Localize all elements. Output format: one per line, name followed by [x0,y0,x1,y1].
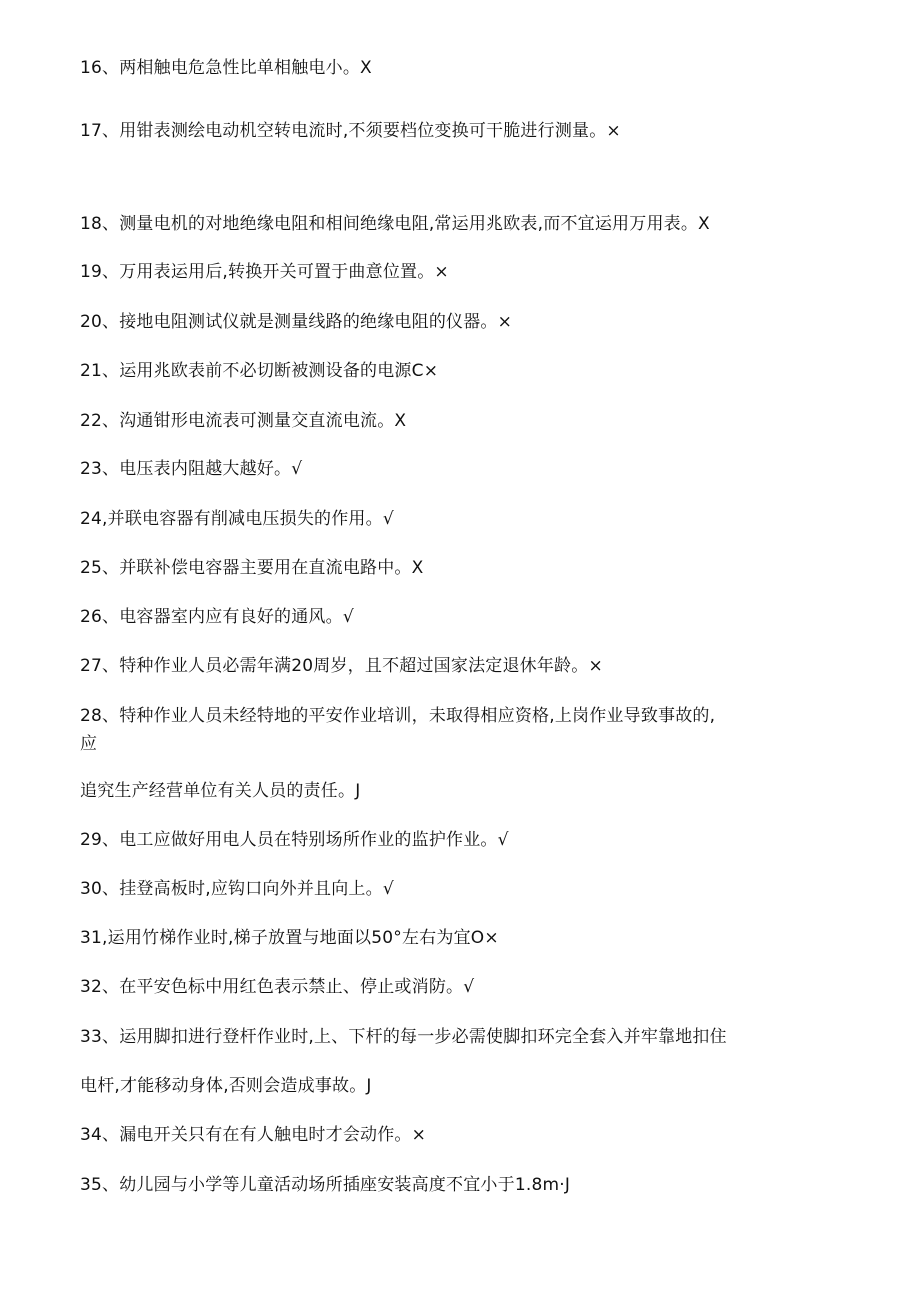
text-line-21: 21、运用兆欧表前不必切断被测设备的电源C× [80,361,439,381]
text-line-33: 33、运用脚扣进行登杆作业时,上、下杆的每一步必需使脚扣环完全套入并牢靠地扣住 [80,1027,727,1047]
text-line-24: 24,并联电容器有削减电压损失的作用。√ [80,509,394,529]
text-line-20: 20、接地电阻测试仪就是测量线路的绝缘电阻的仪器。× [80,312,513,332]
text-line-31: 31,运用竹梯作业时,梯子放置与地面以50°左右为宜O× [80,928,499,948]
text-line-33-cont: 电杆,才能移动身体,否则会造成事故。J [80,1076,372,1096]
text-line-26: 26、电容器室内应有良好的通风。√ [80,607,354,627]
text-line-32: 32、在平安色标中用红色表示禁止、停止或消防。√ [80,977,475,997]
text-line-28-cont: 应 [80,734,98,754]
text-line-18: 18、测量电机的对地绝缘电阻和相间绝缘电阻,常运用兆欧表,而不宜运用万用表。X [80,214,710,234]
text-line-23: 23、电压表内阻越大越好。√ [80,459,303,479]
text-line-29: 29、电工应做好用电人员在特别场所作业的监护作业。√ [80,830,509,850]
text-line-17: 17、用钳表测绘电动机空转电流时,不须要档位变换可干脆进行测量。× [80,121,621,141]
text-line-16: 16、两相触电危急性比单相触电小。X [80,58,372,78]
text-line-28: 28、特种作业人员未经特地的平安作业培训，未取得相应资格,上岗作业导致事故的, [80,706,716,726]
text-line-28-end: 追究生产经营单位有关人员的责任。J [80,781,361,801]
text-line-27: 27、特种作业人员必需年满20周岁，且不超过国家法定退休年龄。× [80,656,603,676]
text-line-30: 30、挂登高板时,应钩口向外并且向上。√ [80,879,394,899]
text-line-22: 22、沟通钳形电流表可测量交直流电流。X [80,411,407,431]
text-line-34: 34、漏电开关只有在有人触电时才会动作。× [80,1125,427,1145]
text-line-19: 19、万用表运用后,转换开关可置于曲意位置。× [80,262,449,282]
text-line-35: 35、幼儿园与小学等儿童活动场所插座安装高度不宜小于1.8m·J [80,1175,571,1195]
text-line-25: 25、并联补偿电容器主要用在直流电路中。X [80,558,424,578]
